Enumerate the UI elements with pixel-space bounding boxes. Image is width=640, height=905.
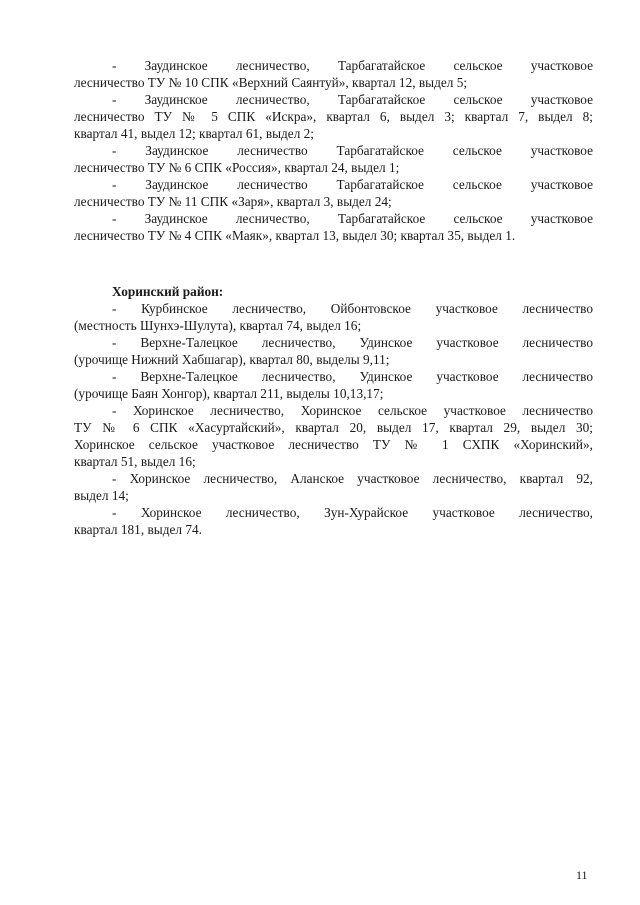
list-item-line: - Верхне-Талецкое лесничество, Удинское участковое лесничество <box>112 335 593 350</box>
list-item <box>74 91 593 142</box>
list-item-line: лесничество ТУ № 6 СПК «Россия», квартал 24, выдел 1; <box>74 160 400 175</box>
list-item-line: квартал 181, выдел 74. <box>74 522 202 537</box>
list-item <box>74 402 593 470</box>
list-item-line: квартал 41, выдел 12; квартал 61, выдел 2; <box>74 126 315 141</box>
list-item <box>74 210 593 244</box>
list-item-line: - Хоринское лесничество, Аланское участковое лесничество, квартал 92, <box>112 471 593 486</box>
list-item-line: ТУ № 6 СПК «Хасуртайский», квартал 20, выдел 17, квартал 29, выдел 30; <box>74 420 593 435</box>
list-item-line: - Заудинское лесничество Тарбагатайское сельское участковое <box>112 177 593 192</box>
list-item-line: (урочище Нижний Хабшагар), квартал 80, выделы 9,11; <box>74 352 390 367</box>
list-item-line: - Хоринское лесничество, Зун-Хурайское участковое лесничество, <box>112 505 593 520</box>
list-item <box>74 176 593 210</box>
list-item-line: - Верхне-Талецкое лесничество, Удинское участковое лесничество <box>112 369 593 384</box>
list-item-line: лесничество ТУ № 4 СПК «Маяк», квартал 13, выдел 30; квартал 35, выдел 1. <box>74 228 516 243</box>
list-item <box>74 504 593 538</box>
forestry-list-khorinsky <box>74 300 593 538</box>
list-item <box>74 334 593 368</box>
list-item <box>74 368 593 402</box>
list-item-line: - Заудинское лесничество, Тарбагатайское сельское участковое <box>112 58 593 73</box>
list-item <box>74 470 593 504</box>
list-item <box>74 142 593 176</box>
list-item-line: (местность Шунхэ-Шулута), квартал 74, выдел 16; <box>74 318 362 333</box>
list-item-line: (урочище Баян Хонгор), квартал 211, выделы 10,13,17; <box>74 386 384 401</box>
list-item-line: - Заудинское лесничество, Тарбагатайское сельское участковое <box>112 211 593 226</box>
list-item-line: лесничество ТУ № 5 СПК «Искра», квартал 6, выдел 3; квартал 7, выдел 8; <box>74 109 593 124</box>
list-item-line: - Хоринское лесничество, Хоринское сельское участковое лесничество <box>112 403 593 418</box>
list-item-line: квартал 51, выдел 16; <box>74 454 196 469</box>
list-item-line: - Курбинское лесничество, Ойбонтовское участковое лесничество <box>112 301 593 316</box>
page-number: 11 <box>576 868 588 882</box>
list-item-line: лесничество ТУ № 10 СПК «Верхний Саянтуй», квартал 12, выдел 5; <box>74 75 468 90</box>
list-item <box>74 57 593 91</box>
list-item <box>74 300 593 334</box>
section-heading: Хоринский район: <box>112 284 224 299</box>
list-item-line: - Заудинское лесничество Тарбагатайское сельское участковое <box>112 143 593 158</box>
list-item-line: Хоринское сельское участковое лесничество ТУ № 1 СХПК «Хоринский», <box>74 437 593 452</box>
list-item-line: выдел 14; <box>74 488 129 503</box>
list-item-line: лесничество ТУ № 11 СПК «Заря», квартал 3, выдел 24; <box>74 194 392 209</box>
list-item-line: - Заудинское лесничество, Тарбагатайское сельское участковое <box>112 92 593 107</box>
forestry-list-zaudinskoe <box>74 57 593 244</box>
